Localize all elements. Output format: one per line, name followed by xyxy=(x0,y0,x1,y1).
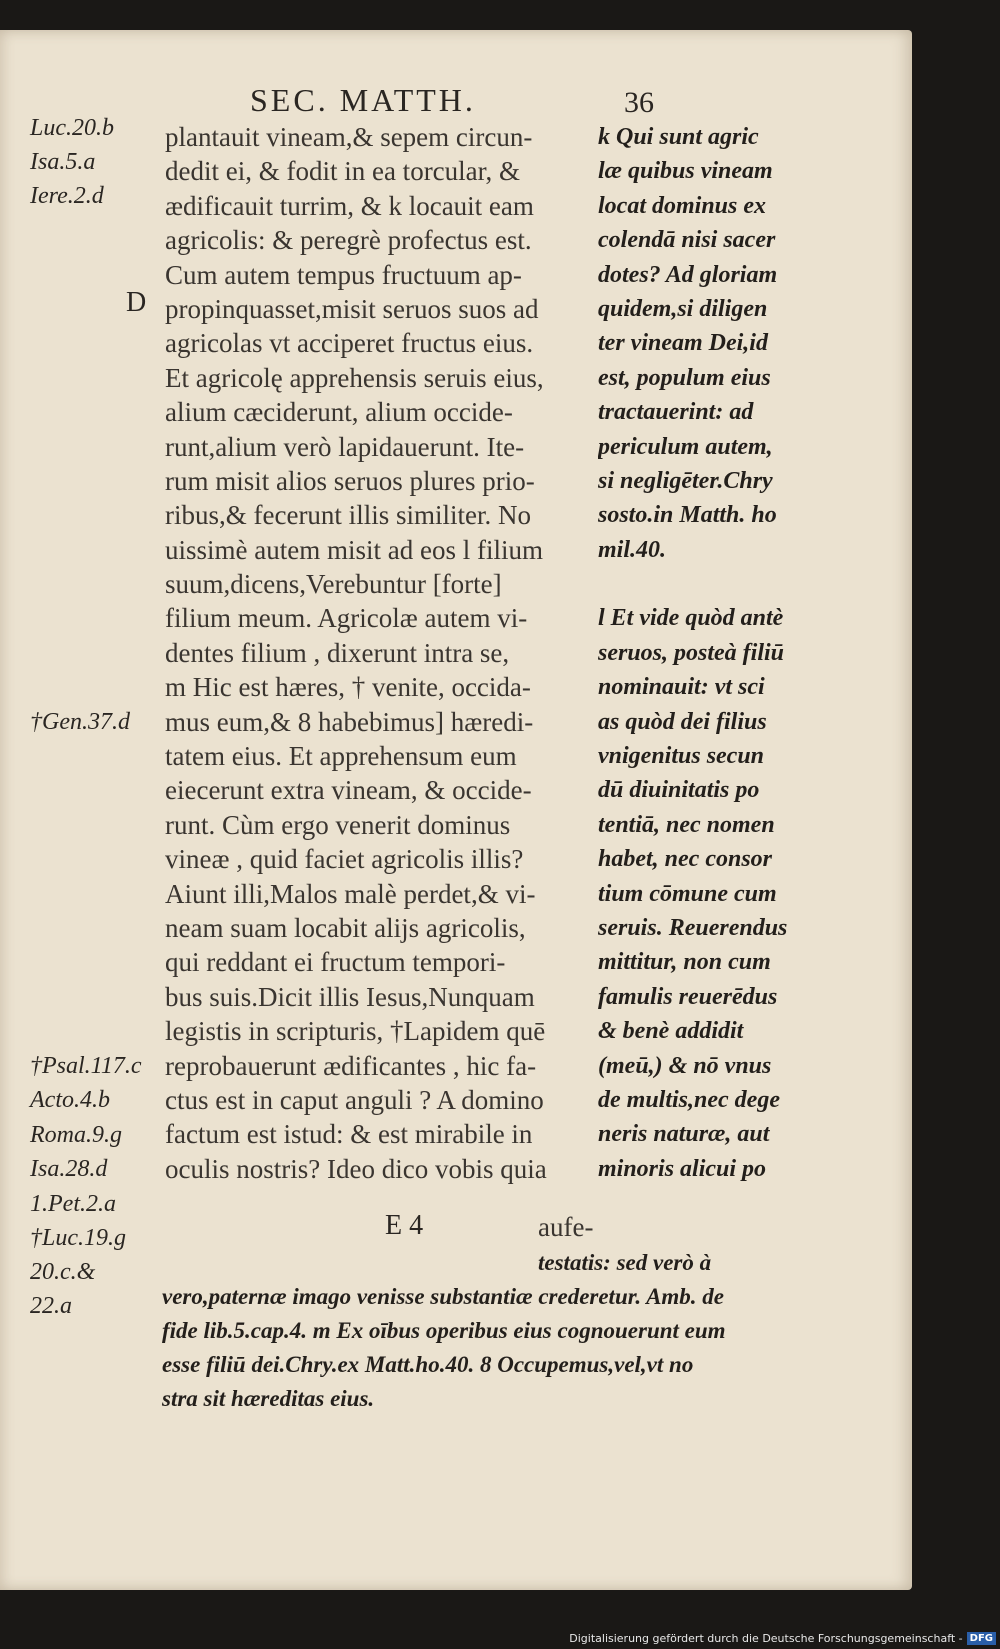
gloss-line: tractauerint: ad xyxy=(598,399,754,426)
main-text-line: runt. Cùm ergo venerit dominus xyxy=(165,809,511,840)
gloss-line: k Qui sunt agric xyxy=(598,124,759,150)
main-text-line: bus suis.Dicit illis Iesus,Nunquam xyxy=(165,981,535,1012)
running-title: SEC. MATTH. xyxy=(250,82,476,118)
marginal-reference: †Gen.37.d xyxy=(30,709,130,735)
gloss-line: & benè addidit xyxy=(598,1018,744,1045)
main-text-line: dentes filium , dixerunt intra se, xyxy=(165,637,510,668)
gloss-line: seruos, posteà filiū xyxy=(598,639,785,666)
main-text-column xyxy=(165,120,625,1186)
gloss-line: (meū,) & nō vnus xyxy=(598,1052,772,1079)
gloss-line: læ quibus vineam xyxy=(598,158,773,185)
marginal-reference: Isa.28.d xyxy=(30,1156,108,1182)
gloss-line: si negligēter.Chry xyxy=(598,467,773,494)
gloss-line: mil.40. xyxy=(598,536,667,563)
gloss-column xyxy=(598,120,908,1186)
folio-number: 36 xyxy=(624,86,654,119)
main-text-line: neam suam locabit alijs agricolis, xyxy=(165,912,526,943)
gloss-line: l Et vide quòd antè xyxy=(598,605,784,632)
main-text-line: factum est istud: & est mirabile in xyxy=(165,1119,533,1150)
gloss-line: habet, nec consor xyxy=(598,846,772,873)
main-text-line: agricolas vt acciperet fructus eius. xyxy=(165,328,534,359)
gloss-line: ter vineam Dei,id xyxy=(598,330,768,357)
gloss-line: dū diuinitatis po xyxy=(598,777,760,804)
digitization-credit xyxy=(569,1632,996,1645)
gloss-line: dotes? Ad gloriam xyxy=(598,261,778,288)
main-text-line: propinquasset,misit seruos suos ad xyxy=(165,293,539,324)
marginal-reference: Iere.2.d xyxy=(30,183,104,209)
dfg-logo: DFG xyxy=(967,1632,996,1645)
gloss-line: quidem,si diligen xyxy=(598,295,768,322)
gloss-line: mittitur, non cum xyxy=(598,949,771,976)
main-text-line: filium meum. Agricolæ autem vi- xyxy=(165,603,528,634)
marginal-reference: 20.c.& xyxy=(30,1259,96,1285)
main-text-line: rum misit alios seruos plures prio- xyxy=(165,465,535,496)
main-text-line: suum,dicens,Verebuntur [forte] xyxy=(165,569,502,600)
main-text-line: uissimè autem misit ad eos l filium xyxy=(165,534,543,565)
main-text-line: ribus,& fecerunt illis similiter. No xyxy=(165,500,531,531)
gloss-line: est, populum eius xyxy=(598,364,771,391)
main-text-line: Aiunt illi,Malos malè perdet,& vi- xyxy=(165,878,536,909)
signature-mark: E 4 xyxy=(385,1210,424,1241)
bottom-gloss-line: testatis: sed verò à xyxy=(538,1250,712,1275)
gloss-line: colendā nisi sacer xyxy=(598,227,776,254)
gloss-line: neris naturæ, aut xyxy=(598,1121,770,1148)
main-text-line: agricolis: & peregrè profectus est. xyxy=(165,225,532,256)
gloss-line: nominauit: vt sci xyxy=(598,674,765,701)
main-text-line: tatem eius. Et apprehensum eum xyxy=(165,741,517,772)
main-text-line: dedit ei, & fodit in ea torcular, & xyxy=(165,156,521,187)
gloss-line: vnigenitus secun xyxy=(598,743,765,770)
bottom-gloss xyxy=(162,1246,862,1416)
main-text-line: vineæ , quid faciet agricolis illis? xyxy=(165,844,524,875)
gloss-line: tium cōmune cum xyxy=(598,880,777,907)
gloss-line: minoris alicui po xyxy=(598,1155,767,1182)
bottom-gloss-line: esse filiū dei.Chry.ex Matt.ho.40. 8 Occupemus,vel,vt no xyxy=(162,1352,694,1377)
section-mark: D xyxy=(126,287,147,318)
gloss-line: periculum autem, xyxy=(598,433,773,460)
marginal-reference: Luc.20.b xyxy=(30,115,114,141)
main-text-line: reprobauerunt ædificantes , hic fa- xyxy=(165,1050,537,1081)
marginal-reference: †Luc.19.g xyxy=(30,1225,126,1251)
main-text-line: m Hic est hæres, † venite, occida- xyxy=(165,672,531,703)
marginal-reference: Acto.4.b xyxy=(30,1087,110,1113)
main-text-line: Et agricolę apprehensis seruis eius, xyxy=(165,362,544,393)
bottom-gloss-line: stra sit hæreditas eius. xyxy=(162,1386,375,1411)
main-text-line: ædificauit turrim, & k locauit eam xyxy=(165,190,534,221)
main-text-line: Cum autem tempus fructuum ap- xyxy=(165,259,522,290)
catchword: aufe- xyxy=(538,1212,594,1242)
main-text-line: plantauit vineam,& sepem circun- xyxy=(165,122,533,152)
marginal-reference: 22.a xyxy=(30,1293,72,1319)
gloss-line: as quòd dei filius xyxy=(598,708,767,735)
bottom-gloss-line: fide lib.5.cap.4. m Ex oībus operibus eius cognouerunt eum xyxy=(162,1318,726,1343)
gloss-line: locat dominus ex xyxy=(598,192,767,219)
main-text-line: alium cæciderunt, alium occide- xyxy=(165,397,513,428)
marginal-reference: 1.Pet.2.a xyxy=(30,1191,116,1217)
main-text-line: ctus est in caput anguli ? A domino xyxy=(165,1084,544,1115)
main-text-line: qui reddant ei fructum tempori- xyxy=(165,947,506,978)
gloss-line xyxy=(598,567,908,601)
marginal-reference: Isa.5.a xyxy=(30,149,96,175)
main-text-line: oculis nostris? Ideo dico vobis quia xyxy=(165,1153,547,1184)
main-text-line: legistis in scripturis, †Lapidem quē xyxy=(165,1016,546,1047)
bottom-gloss-line: vero,paternæ imago venisse substantiæ crederetur. Amb. de xyxy=(162,1284,725,1309)
main-text-line: runt,alium verò lapidauerunt. Ite- xyxy=(165,431,525,462)
main-text-line: eiecerunt extra vineam, & occide- xyxy=(165,775,532,806)
gloss-line: sosto.in Matth. ho xyxy=(598,502,777,529)
credit-text: Digitalisierung gefördert durch die Deutsche Forschungsgemeinschaft - xyxy=(569,1632,963,1645)
gloss-line: seruis. Reuerendus xyxy=(598,914,788,941)
gloss-line: famulis reuerēdus xyxy=(598,983,778,1010)
main-text-line: mus eum,& 8 habebimus] hæredi- xyxy=(165,706,534,737)
gloss-line: de multis,nec dege xyxy=(598,1086,780,1113)
marginal-reference: †Psal.117.c xyxy=(30,1053,142,1079)
marginal-reference: Roma.9.g xyxy=(30,1122,122,1148)
gloss-line: tentiā, nec nomen xyxy=(598,811,775,838)
